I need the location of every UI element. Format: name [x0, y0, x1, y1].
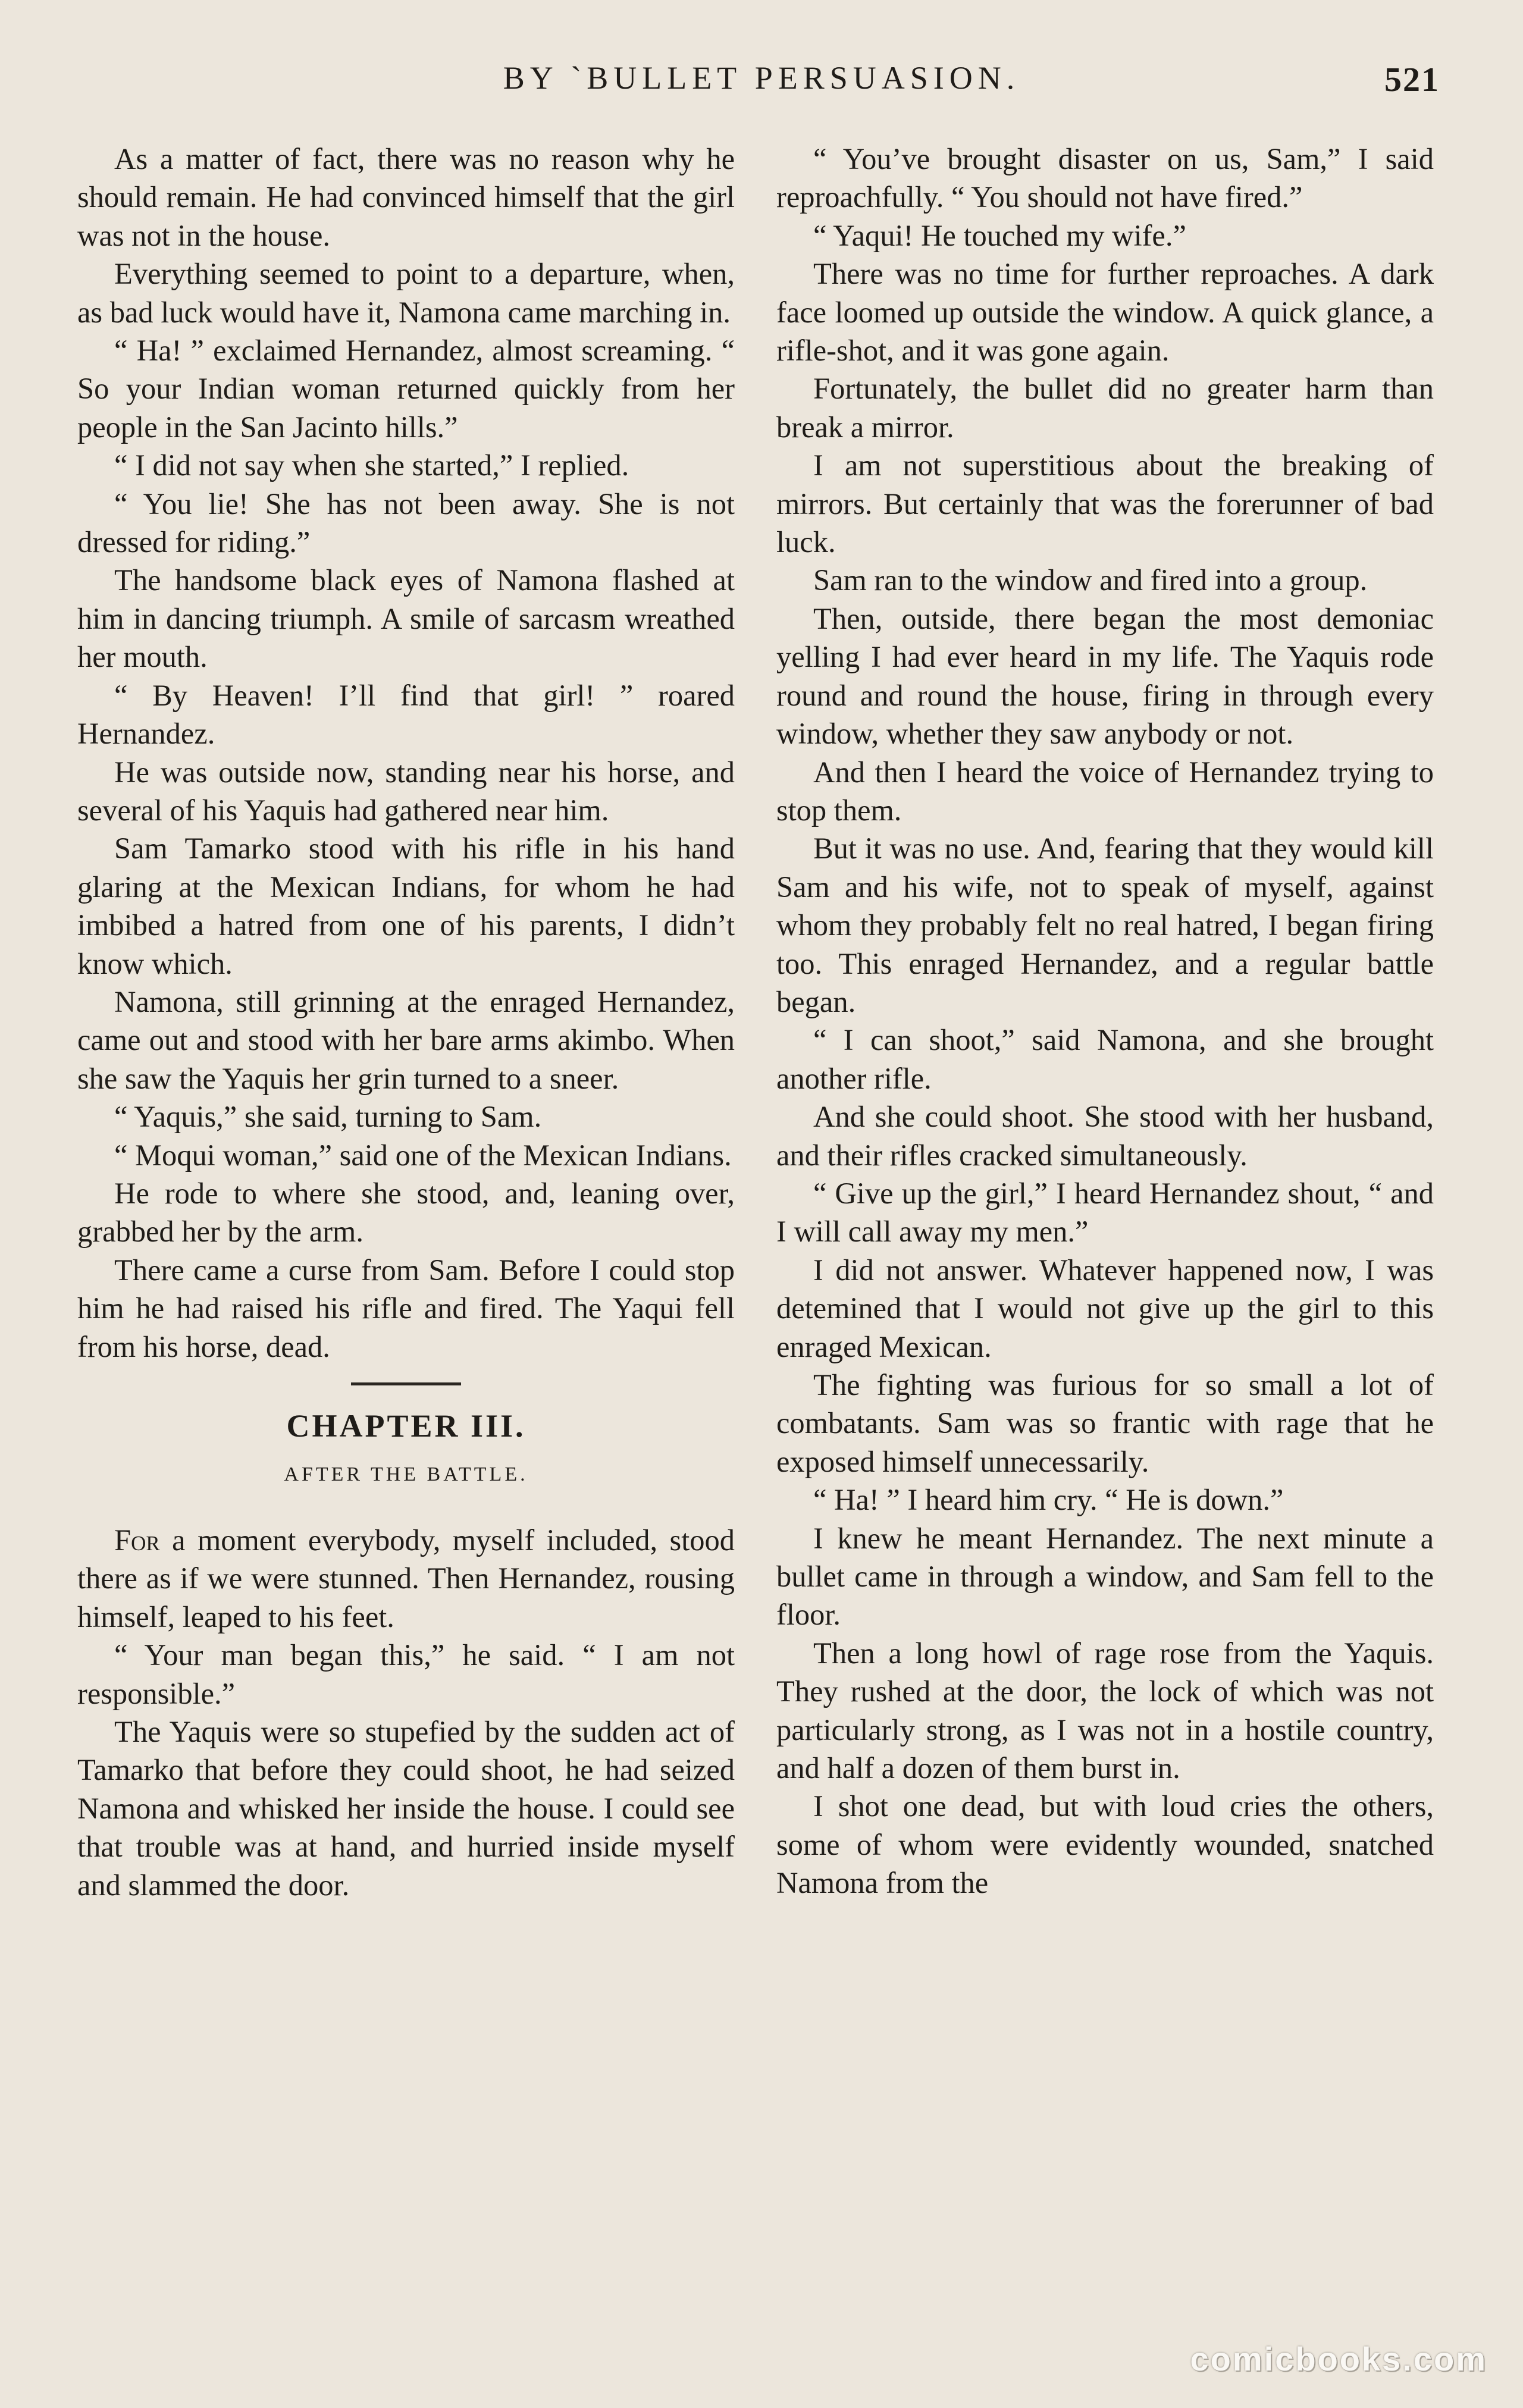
chapter-title: CHAPTER III.	[286, 1408, 526, 1444]
paragraph: I knew he meant Hernandez. The next minute a bullet came in through a window, and Sam fell to the floor.	[776, 1521, 1434, 1632]
watermark: comicbooks.com	[1190, 2340, 1487, 2378]
paragraph: The Yaquis were so stupefied by the sudden act of Tamarko that before they could shoot, he had seized Namona and whisked her inside the house. I could see that trouble was at hand, and hurried inside myself and slammed the door.	[77, 1715, 735, 1902]
paragraph: Then a long howl of rage rose from the Yaquis. They rushed at the door, the lock of which was not particularly strong, as I was not in a hostile country, and half a dozen of them burst in.	[776, 1636, 1434, 1785]
paragraph: “ I can shoot,” said Namona, and she brought another rifle.	[776, 1023, 1434, 1095]
paragraph: “ You’ve brought disaster on us, Sam,” I said reproachfully. “ You should not have fired.”	[776, 142, 1434, 214]
left-column	[77, 140, 735, 1904]
paragraph: “ Ha! ” I heard him cry. “ He is down.”	[813, 1483, 1284, 1517]
paragraph: I shot one dead, but with loud cries the others, some of whom were evidently wounded, snatched Namona from the	[776, 1789, 1434, 1900]
paragraph: Everything seemed to point to a departure, when, as bad luck would have it, Namona came marching in.	[77, 257, 735, 329]
paragraph: Sam Tamarko stood with his rifle in his hand glaring at the Mexican Indians, for whom he had imbibed a hatred from one of his parents, I didn’t know which.	[77, 832, 735, 980]
paragraph: As a matter of fact, there was no reason why he should remain. He had convinced himself that the girl was not in the house.	[77, 142, 735, 252]
paragraph: “ You lie! She has not been away. She is not dressed for riding.”	[77, 487, 735, 559]
paragraph: “ Give up the girl,” I heard Hernandez shout, “ and I will call away my men.”	[776, 1176, 1434, 1249]
paragraph: “ By Heaven! I’ll find that girl! ” roared Hernandez.	[77, 678, 735, 751]
paragraph: “ Moqui woman,” said one of the Mexican Indians.	[114, 1138, 732, 1172]
paragraph: Fortunately, the bullet did no greater harm than break a mirror.	[776, 372, 1434, 444]
section-divider	[351, 1382, 461, 1385]
paragraph: There came a curse from Sam. Before I could stop him he had raised his rifle and fired. The Yaqui fell from his horse, dead.	[77, 1253, 735, 1363]
paragraph: The fighting was furious for so small a lot of combatants. Sam was so frantic with rage that he exposed himself unnecessarily.	[776, 1368, 1434, 1478]
right-column	[776, 140, 1434, 1902]
paragraph: The handsome black eyes of Namona flashed at him in dancing triumph. A smile of sarcasm wreathed her mouth.	[77, 563, 735, 674]
paragraph: “ Yaquis,” she said, turning to Sam.	[114, 1100, 542, 1134]
paragraph: Namona, still grinning at the enraged Hernandez, came out and stood with her bare arms akimbo. When she saw the Yaquis her grin turned to a sneer.	[77, 984, 735, 1095]
paragraph: I am not superstitious about the breaking of mirrors. But certainly that was the forerunner of bad luck.	[776, 449, 1434, 559]
paragraph: I did not answer. Whatever happened now, I was detemined that I would not give up the girl to this enraged Mexican.	[776, 1253, 1434, 1363]
paragraph: “ I did not say when she started,” I replied.	[114, 449, 629, 482]
left-paragraphs-before	[77, 140, 735, 1366]
chapter-first-paragraph-text: a moment everybody, myself included, stood there as if we were stunned. Then Hernandez, rousing himself, leaped to his feet.	[77, 1523, 735, 1633]
chapter-subtitle: AFTER THE BATTLE.	[284, 1463, 528, 1485]
running-head: BY `BULLET PERSUASION.	[503, 60, 1020, 96]
page-header	[0, 59, 1523, 113]
chapter-first-word: For	[114, 1523, 160, 1557]
paragraph: Then, outside, there began the most demoniac yelling I had ever heard in my life. The Yaquis rode round and round the house, firing in through every window, whether they saw anybody or not.	[776, 601, 1434, 751]
paragraph: But it was no use. And, fearing that they would kill Sam and his wife, not to speak of myself, against whom they probably felt no real hatred, I began firing too. This enraged Hernandez, and a regular battle began.	[776, 832, 1434, 1018]
paragraph: And then I heard the voice of Hernandez trying to stop them.	[776, 755, 1434, 827]
paragraph: “ Your man began this,” he said. “ I am not responsible.”	[77, 1638, 735, 1710]
paragraph: And she could shoot. She stood with her husband, and their rifles cracked simultaneously.	[776, 1100, 1434, 1172]
paragraph: “ Ha! ” exclaimed Hernandez, almost screaming. “ So your Indian woman returned quickly from her people in the San Jacinto hills.”	[77, 334, 735, 444]
paragraph: There was no time for further reproaches. A dark face loomed up outside the window. A quick glance, a rifle-shot, and it was gone again.	[776, 257, 1434, 368]
left-paragraphs-after	[77, 1636, 735, 1904]
paragraph: He was outside now, standing near his horse, and several of his Yaquis had gathered near him.	[77, 755, 735, 827]
chapter-first-paragraph	[77, 1521, 735, 1636]
paragraph: Sam ran to the window and fired into a group.	[813, 563, 1368, 597]
paragraph: “ Yaqui! He touched my wife.”	[813, 218, 1186, 252]
paragraph: He rode to where she stood, and, leaning over, grabbed her by the arm.	[77, 1176, 735, 1249]
page-number: 521	[1384, 60, 1440, 99]
